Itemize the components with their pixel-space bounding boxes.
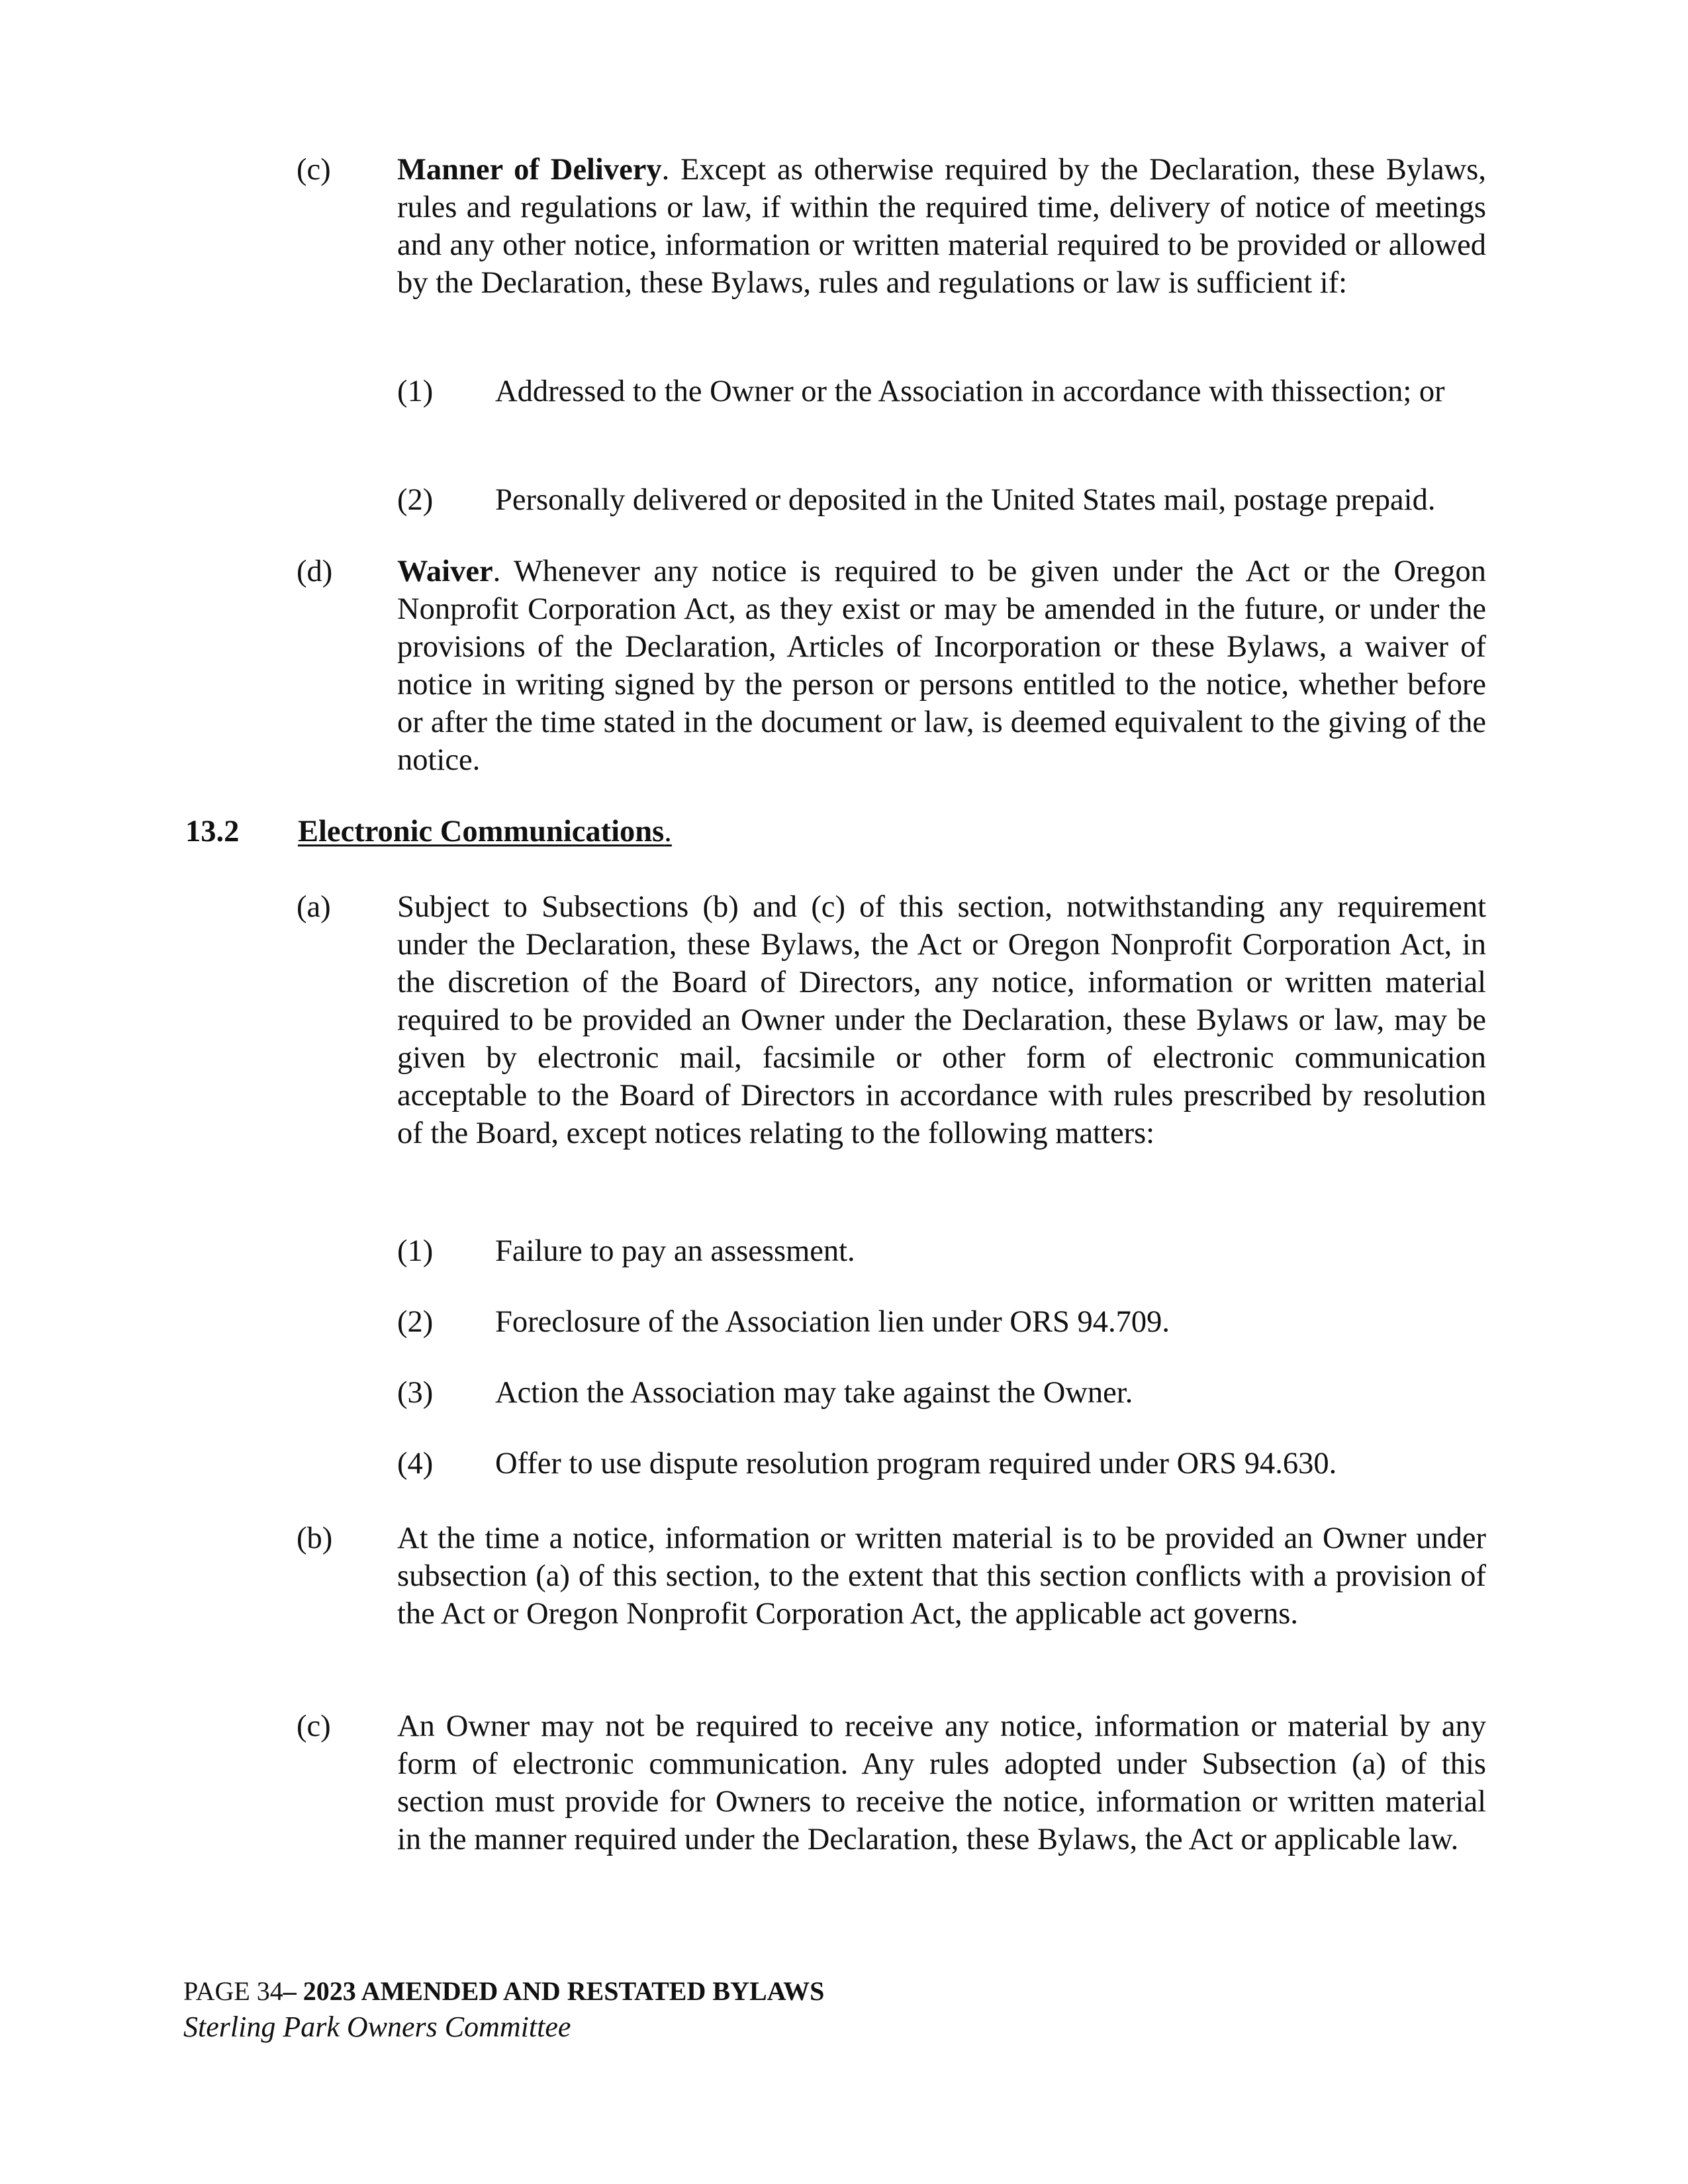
list-item: Personally delivered or deposited in the United States mail, postage prepaid. (495, 483, 1436, 517)
section-c-text: . Except as otherwise required by the Declaration, these Bylaws, rules and regulations or law, if within the required time, delivery of notice of meetings and any other notice, information or written material required to be provided or allowed by the Declaration, these Bylaws, rules and regulations or law is sufficient if: (397, 153, 1487, 300)
section-13-2-c-marker: (c) (297, 1709, 331, 1743)
section-d-paragraph (397, 553, 1486, 779)
list-item-marker: (1) (397, 1234, 434, 1268)
list-item: Addressed to the Owner or the Association in accordance with thissection; or (495, 375, 1445, 408)
organization-name: Sterling Park Owners Committee (183, 2011, 571, 2043)
section-13-2-b-marker: (b) (297, 1522, 333, 1555)
section-13-2-a-marker: (a) (297, 890, 331, 924)
section-d-text: . Whenever any notice is required to be given under the Act or the Oregon Nonprofit Corporation Act, as they exist or may be amended in the future, or under the provisions of the Declaration, Articles of Incorporation or these Bylaws, a waiver of notice in writing signed by the person or persons entitled to the notice, whether before or after the time stated in the document or law, is deemed equivalent to the giving of the notice. (397, 555, 1486, 777)
section-c-paragraph (397, 151, 1486, 302)
page-footer (183, 1976, 824, 2007)
section-13-2-number: 13.2 (185, 815, 240, 848)
section-13-2-c-paragraph: An Owner may not be required to receive any notice, information or material by any form of electronic communication. Any rules adopted under Subsection (a) of this section must provide for Owners to receive the notice, information or written material in the manner required under the Declaration, these Bylaws, the Act or applicable law. (397, 1709, 1486, 1856)
section-13-2-title (298, 813, 672, 850)
list-item-marker: (1) (397, 375, 434, 408)
section-13-2-b-paragraph: At the time a notice, information or written material is to be provided an Owner under subsection (a) of this section, to the extent that this section conflicts with a provision of the Act or Oregon Nonprofit Corporation Act, the applicable act governs. (397, 1522, 1486, 1631)
list-item-marker: (2) (397, 483, 434, 517)
list-item-marker: (3) (397, 1376, 434, 1410)
list-item-marker: (4) (397, 1447, 434, 1480)
section-d-title: Waiver (397, 555, 493, 588)
list-item: Action the Association may take against the Owner. (495, 1376, 1133, 1410)
section-13-2-dot: . (664, 815, 672, 848)
list-item: Offer to use dispute resolution program required under ORS 94.630. (495, 1447, 1337, 1480)
list-item: Foreclosure of the Association lien under ORS 94.709. (495, 1305, 1170, 1339)
list-item: Failure to pay an assessment. (495, 1234, 855, 1268)
section-c-marker: (c) (297, 153, 331, 187)
section-13-2-title-text: Electronic Communications (298, 815, 665, 848)
document-title: 2023 AMENDED AND RESTATED BYLAWS (303, 1976, 825, 2006)
list-item-marker: (2) (397, 1305, 434, 1339)
section-c-title: Manner of Delivery (397, 153, 662, 187)
section-13-2-a-paragraph: Subject to Subsections (b) and (c) of this section, notwithstanding any requirement under the Declaration, these Bylaws, the Act or Oregon Nonprofit Corporation Act, in the discretion of the Board of Directors, any notice, information or written material required to be provided an Owner under the Declaration, these Bylaws or law, may be given by electronic mail, facsimile or other form of electronic communication acceptable to the Board of Directors in accordance with rules prescribed by resolution of the Board, except notices relating to the following matters: (397, 890, 1486, 1150)
section-d-marker: (d) (297, 555, 333, 588)
page-number: PAGE 34 (183, 1976, 283, 2006)
footer-separator: – (283, 1976, 303, 2006)
